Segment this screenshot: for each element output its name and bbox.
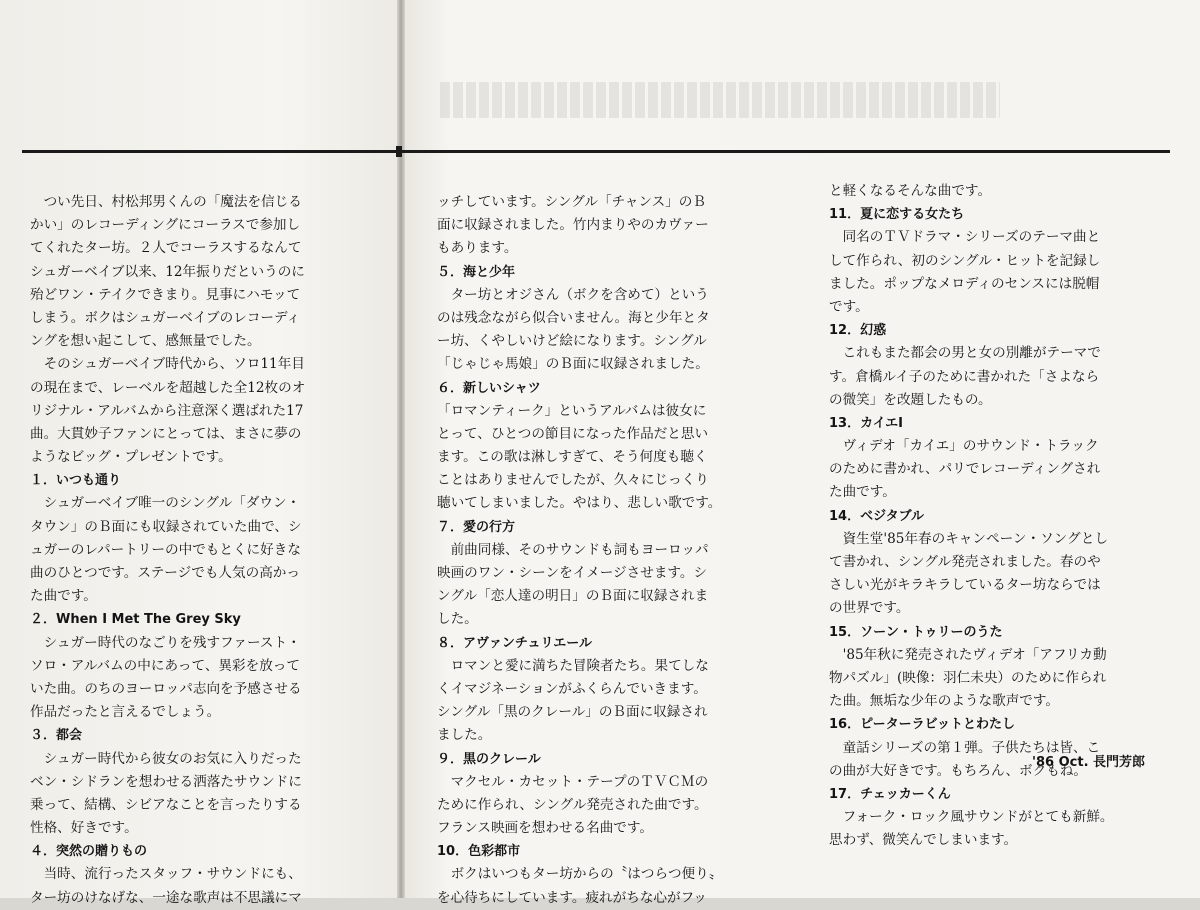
text-line: いた曲。のちのヨーロッパ志向を予感させる — [30, 680, 302, 697]
text-line: 面に収録されました。竹内まりやのカヴァー — [437, 217, 709, 234]
text-line: 作品だったと言えるでしょう。 — [30, 704, 221, 721]
track-heading: ４．突然の贈りもの — [30, 844, 148, 860]
text-line: マクセル・カセット・テープのＴＶＣＭの — [437, 773, 709, 790]
text-line: 資生堂'85年春のキャンペーン・ソングとし — [829, 530, 1109, 547]
track-heading: 17．チェッカーくん — [829, 786, 951, 802]
text-line: これもまた都会の男と女の別離がテーマで — [829, 345, 1101, 362]
text-line: す。倉橋ルイ子のために書かれた「さよなら — [829, 368, 1100, 385]
text-line: のために書かれ、パリでレコーディングされ — [829, 461, 1101, 478]
text-line: フランス映画を想わせる名曲です。 — [437, 820, 654, 837]
text-line: 映画のワン・シーンをイメージさせます。シ — [437, 565, 708, 581]
text-line: た曲です。 — [30, 588, 97, 605]
text-line: の現在まで、レーベルを超越した全12枚のオ — [30, 379, 306, 396]
track-heading: １．いつも通り — [30, 473, 122, 489]
text-line: ングル「恋人達の明日」のＢ面に収録されま — [437, 588, 709, 605]
text-line: ボクはいつもター坊からの〝はつらつ便り〟 — [437, 866, 723, 883]
text-line: 「ロマンティーク」というアルバムは彼女に — [437, 402, 707, 419]
text-line: シュガー時代から彼女のお気に入りだった — [30, 750, 302, 767]
text-line: フォーク・ロック風サウンドがとても新鮮。 — [829, 809, 1114, 826]
text-line: 物パズル」(映像：羽仁未央）のために作られ — [829, 669, 1107, 686]
text-line: くイマジネーションがふくらんでいきます。 — [437, 680, 707, 697]
text-line: 同名のＴＶドラマ・シリーズのテーマ曲と — [829, 229, 1101, 246]
text-line: とって、ひとつの節目になった作品だと思い — [437, 425, 709, 442]
track-heading: ８．アヴァンチュリエール — [437, 635, 592, 651]
text-line: 思わず、微笑んでしまいます。 — [829, 832, 1018, 849]
text-line: ッチしています。シングル「チャンス」のＢ — [437, 194, 706, 210]
track-heading: 10．色彩都市 — [437, 844, 521, 860]
text-line: ター坊のけなげな、一途な歌声は不思議にマ — [30, 889, 302, 906]
signature: '86 Oct. 長門芳郎 — [1032, 755, 1146, 770]
text-line: 曲のひとつです。ステージでも人気の高かっ — [30, 565, 300, 581]
track-heading: 16．ピーターラビットとわたし — [829, 717, 1016, 733]
text-line: を心待ちにしています。疲れがちな心がフッ — [437, 889, 707, 906]
text-line: の世界です。 — [829, 600, 910, 617]
text-line: ングを想い起こして、感無量でした。 — [30, 333, 261, 350]
text-line: して作られ、初のシングル・ヒットを記録し — [829, 252, 1101, 269]
text-line: た曲です。 — [829, 484, 896, 501]
text-line: の微笑」を改題したもの。 — [829, 391, 992, 408]
text-line: 前曲同様、そのサウンドも詞もヨーロッパ — [437, 541, 709, 558]
text-line: 曲。大貫妙子ファンにとっては、まさに夢の — [30, 425, 302, 442]
text-line: のは残念ながら似合いません。海と少年とタ — [437, 309, 710, 326]
text-line: 聴いてしまいました。やはり、悲しい歌です。 — [437, 495, 722, 512]
track-heading: 11．夏に恋する女たち — [829, 207, 965, 223]
text-line: ヴィデオ「カイエ」のサウンド・トラック — [829, 438, 1099, 455]
text-line: ます。この歌は淋しすぎて、そう何度も聴く — [437, 449, 708, 466]
show-through-shadow — [440, 82, 1000, 118]
text-column-1 — [30, 191, 380, 910]
track-heading: ２．When I Met The Grey Sky — [30, 612, 241, 628]
text-column-2 — [437, 191, 787, 910]
text-line: の曲が大好きです。もちろん、ボクもね。 — [829, 762, 1088, 779]
text-line: ようなビッグ・プレゼントです。 — [30, 449, 232, 466]
text-line: ロマンと愛に満ちた冒険者たち。果てしな — [437, 657, 709, 674]
text-line: さしい光がキラキラしているター坊ならでは — [829, 577, 1101, 594]
text-line: ュガーのレパートリーの中でもとくに好きな — [30, 541, 301, 558]
text-line: 「じゃじゃ馬娘」のＢ面に収録されました。 — [437, 356, 709, 373]
text-line: リジナル・アルバムから注意深く選ばれた17 — [30, 402, 304, 419]
track-heading: 12．幻惑 — [829, 323, 887, 339]
text-line: そのシュガーベイブ時代から、ソロ11年目 — [30, 356, 305, 373]
text-line: 当時、流行ったスタッフ・サウンドにも、 — [30, 866, 302, 883]
text-line: 殆どワン・テイクできまり。見事にハモッて — [30, 286, 301, 303]
text-line: です。 — [829, 298, 869, 315]
track-heading: ７．愛の行方 — [437, 519, 516, 535]
text-line: ター坊とオジさん（ボクを含めて）という — [437, 286, 709, 303]
text-line: シュガーベイブ唯一のシングル「ダウン・ — [30, 495, 301, 512]
text-line: ー坊、くやしいけど絵になります。シングル — [437, 333, 707, 350]
text-line: シングル「黒のクレール」のＢ面に収録され — [437, 704, 708, 721]
text-line: '85年秋に発売されたヴィデオ「アフリカ動 — [829, 646, 1107, 663]
text-line: た曲。無垢な少年のような歌声です。 — [829, 693, 1060, 710]
text-line: てくれたター坊。２人でコーラスするなんて — [30, 240, 302, 257]
text-line: ました。ポップなメロディのセンスには脱帽 — [829, 275, 1100, 292]
text-line: もあります。 — [437, 240, 518, 257]
text-line: しまう。ボクはシュガーベイブのレコーディ — [30, 309, 301, 326]
text-line: ために作られ、シングル発売された曲です。 — [437, 796, 708, 813]
page-gutter — [397, 0, 405, 898]
track-heading: ６．新しいシャツ — [437, 380, 541, 396]
text-line: ました。 — [437, 727, 492, 744]
track-heading: ９．黒のクレール — [437, 751, 541, 767]
text-line: 童話シリーズの第１弾。子供たちは皆、こ — [829, 739, 1101, 756]
text-line: した。 — [437, 611, 478, 628]
top-rule — [22, 150, 1170, 153]
text-line: シュガー時代のなごりを残すファースト・ — [30, 634, 301, 651]
text-line: シュガーベイブ以来、12年振りだというのに — [30, 263, 305, 280]
text-line: つい先日、村松邦男くんの「魔法を信じる — [30, 194, 302, 210]
rule-notch — [396, 146, 402, 157]
text-line: かい」のレコーディングにコーラスで参加し — [30, 217, 301, 234]
text-line: 乗って、結構、シビアなことを言ったりする — [30, 796, 302, 813]
text-line: ベン・シドランを想わせる洒落たサウンドに — [30, 773, 302, 790]
track-heading: 14．ベジタブル — [829, 508, 925, 524]
track-heading: ５．海と少年 — [437, 264, 516, 280]
text-line: ことはありませんでしたが、久々にじっくり — [437, 472, 709, 489]
track-heading: 15．ソーン・トゥリーのうた — [829, 624, 1003, 640]
text-line: ソロ・アルバムの中にあって、異彩を放って — [30, 657, 300, 674]
text-line: て書かれ、シングル発売されました。春のや — [829, 554, 1101, 570]
text-line: 性格、好きです。 — [30, 820, 138, 837]
text-line: と軽くなるそんな曲です。 — [829, 183, 992, 199]
text-line: タウン」のＢ面にも収録されていた曲で、シ — [30, 518, 302, 535]
track-heading: ３．都会 — [30, 728, 83, 744]
track-heading: 13．カイエⅠ — [829, 415, 904, 431]
